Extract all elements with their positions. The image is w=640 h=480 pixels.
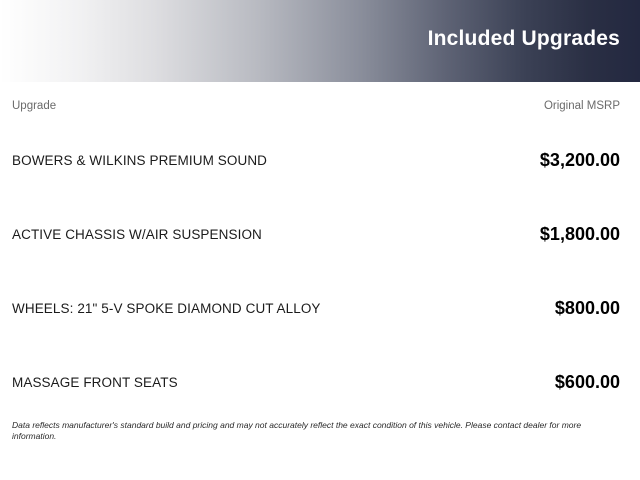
panel-header: [0, 0, 640, 82]
disclaimer-text: Data reflects manufacturer's standard build and pricing and may not accurately reflect the exact condition of this vehicle. Please contact dealer for more information.: [12, 419, 582, 441]
page-title: Included Upgrades: [427, 27, 620, 50]
column-header-upgrade: Upgrade: [12, 100, 57, 112]
upgrade-name: BOWERS & WILKINS PREMIUM SOUND: [12, 153, 268, 169]
table-row: [0, 346, 640, 420]
table-header-row: [0, 82, 640, 112]
upgrade-price: $1,800.00: [539, 224, 620, 245]
upgrade-price: $3,200.00: [539, 150, 620, 171]
upgrade-price: $800.00: [554, 298, 620, 319]
upgrade-name: WHEELS: 21" 5-V SPOKE DIAMOND CUT ALLOY: [12, 301, 321, 317]
table-row: [0, 198, 640, 272]
footer-spacer: [0, 450, 640, 480]
upgrade-name: MASSAGE FRONT SEATS: [12, 375, 178, 391]
upgrade-price: $600.00: [554, 372, 620, 393]
upgrade-name: ACTIVE CHASSIS W/AIR SUSPENSION: [12, 227, 262, 243]
table-row: [0, 124, 640, 198]
upgrades-list: [0, 112, 640, 420]
table-row: [0, 272, 640, 346]
column-header-msrp: Original MSRP: [543, 100, 620, 112]
